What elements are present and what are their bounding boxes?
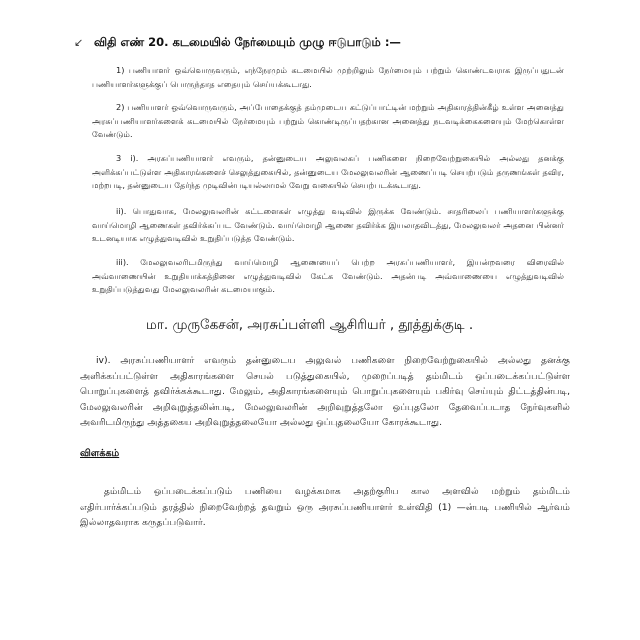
author-line: மா. முருகேசன், அரசுப்பள்ளி ஆசிரியர் , தூத்துக்குடி . — [146, 317, 474, 333]
paragraph-3ii: ii). பொதுவாக, மேலலுவலரின் கட்டளைகள் எழுத்து வடிவில் இருக்க வேண்டும். சாதரிலைப் பணியாளர்களுக்கு வாய்மொழி ஆணைகள் தவிர்க்கப்பட வேண்டும். வாய்மொழி ஆணை தவிர்க்க இயலாதவிடத்து, மேலலுவலர் அதனை பின்னர் உடனடியாக எழுத்துவடிவில் உறுதிப்படுத்த வேண்டும். — [92, 206, 564, 244]
paragraph-3i: 3 i). அரசுப்பணியாளர் எவரும், தன்னுடைய அலுவலகப் பணிகளை நிறைவேற்றுகையில் அல்லது தனக்கு அளிக்கப்பட்டுள்ள அதிகாரங்களைச் செலுத்துகையில், தன்னுடைய மேலலுவலரின் ஆணைப்படி செயற்படும் தருணங்கள் தவிர, மற்றபடி, தன்னுடைய தேர்ந்த முடிவின்படியல்லாமல் வேறு வகையில் செயற்படக்கூடாது. — [92, 153, 564, 191]
pen-mark-icon: ↙ — [74, 36, 84, 49]
rule-heading: விதி எண் 20. கடமையில் நேர்மையும் முழு ஈடுபாடும் :— — [94, 35, 401, 49]
paragraph-1: 1) பணியாளர் ஒவ்வொருவரும், எந்நேரமும் கடமையில் முற்றிலும் நேர்மையும் பற்றும் கொண்டவராக இருப்பதுடன் பணியாளர்களுக்குப் பொருந்தாத எதையும் செய்யக்கூடாது. — [92, 65, 564, 89]
explanation-text: தம்மிடம் ஒப்படைக்கப்படும் பணியை வழக்கமாக அதற்குரிய கால அளவில் மற்றும் தம்மிடம் எதிர்பார்க்கப்படும் தரத்தில் நிறைவேற்றத் தவறும் ஒரு அரசுப்பணியாளர் உள்விதி (1) —ன்படி பணியில் ஆர்வம் இல்லாதவராக கருதப்படுவார். — [80, 486, 570, 529]
paragraph-3iii: iii). மேலலுவலரிடமிருந்து வாய்மொழி ஆணையைப் பெற்ற அரசுப்பணியாளர், இயன்றவரை விரைவில் அவ்வாணையின் உறுதியாக்கத்தினை எழுத்துவடிவில் கேட்க வேண்டும். அதன்படி அவ்வாணையை எழுத்துவடிவில் உறுதிப்படுத்துவது மேலலுவலரின் கடமையாகும். — [92, 257, 564, 295]
paragraph-2: 2) பணியாளர் ஒவ்வொருவரும், அப்போதைக்குத் தம்முடைய கட்டுப்பாட்டின் மற்றும் அதிகாரத்தின்கீழ் உள்ள அனைத்து அரசுப்பணியாளர்களைக் கடமையில் நேர்மையும் பற்றும் கொண்டிருப்பதற்கான அனைத்து நடவடிக்கைகளையும் மேற்கொள்ள வேண்டும். — [92, 102, 564, 140]
paragraph-3iv: iv). அரசுப்பணியாளர் எவரும் தன்னுடைய அலுவல் பணிகளை நிறைவேற்றுகையில் அல்லது தனக்கு அளிக்கப்பட்டுள்ள அதிகாரங்களை செயல் படுத்துகையில், முறைப்படித் தம்மிடம் ஒப்படைக்கப்பட்டுள்ள பொறுப்புகளைத் தவிர்க்கக்கூடாது. மேலும், அதிகாரங்களையும் பொறுப்புகளையும் பகிர்வு செய்யும் திட்டத்தின்படி, மேலலுவலரின் அறிவுறுத்தலின்படி, மேலலுவலரின் அறிவுறுத்தலோ ஒப்புதலோ தேவைப்படாத நேர்வுகளில் அவரிடமிருந்து அத்தகைய அறிவுறுத்தலையோ அல்லது ஒப்புதலையோ கோரக்கூடாது. — [80, 355, 570, 429]
explanation-heading: விளக்கம் — [80, 448, 120, 459]
